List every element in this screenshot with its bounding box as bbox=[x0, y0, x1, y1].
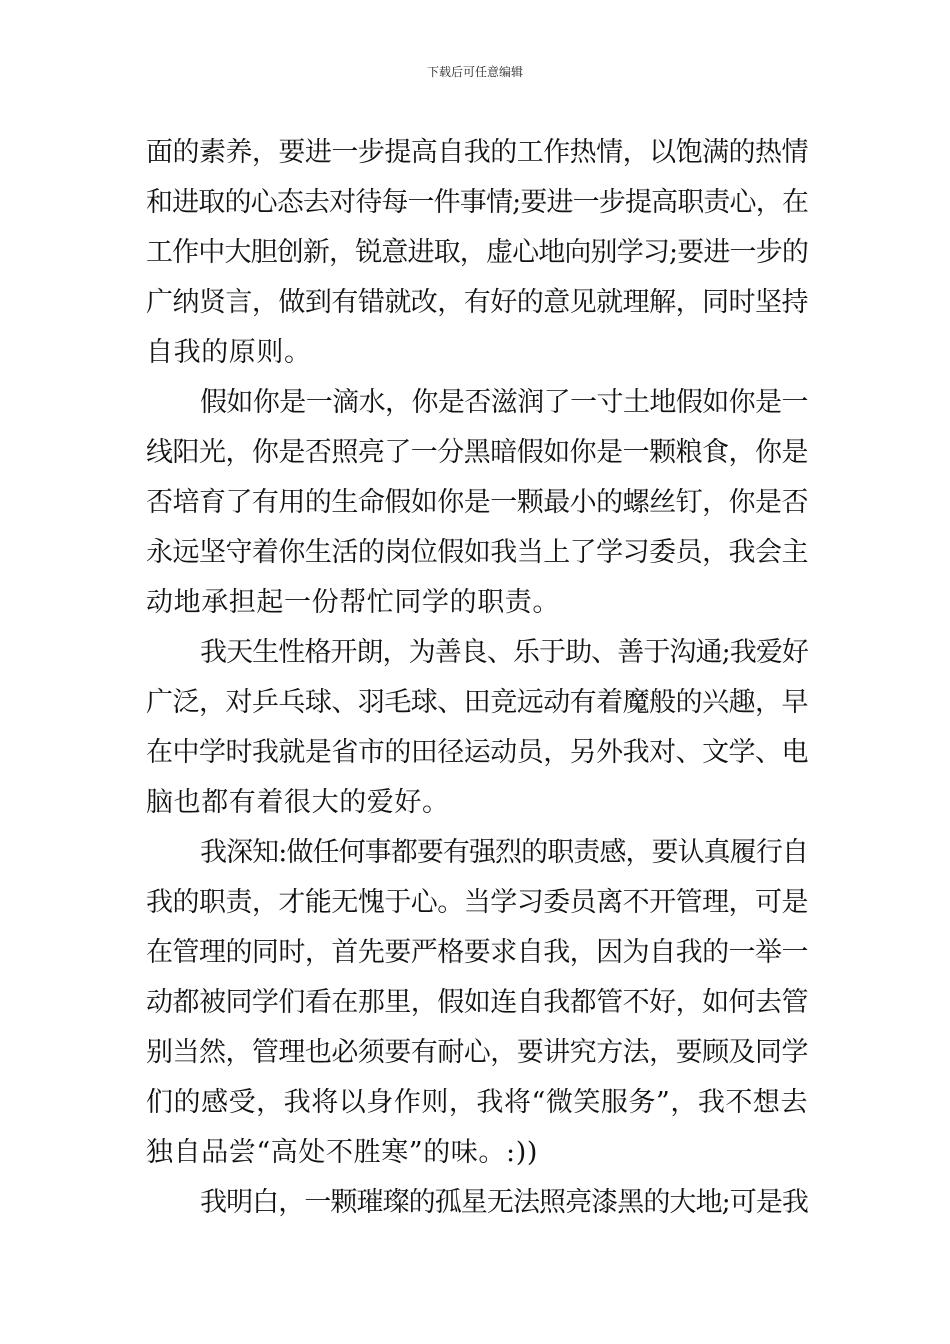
paragraph bbox=[146, 828, 808, 1178]
text-line: 在中学时我就是省市的田径运动员，另外我对、文学、电 bbox=[146, 737, 808, 768]
text-line: 独自品尝“高处不胜寒”的味。:)) bbox=[146, 1137, 538, 1168]
text-line: 在管理的同时，首先要严格要求自我，因为自我的一举一 bbox=[146, 937, 808, 968]
text-line: 广纳贤言，做到有错就改，有好的意见就理解，同时坚持 bbox=[146, 287, 808, 318]
page-header: 下载后可任意编辑 bbox=[426, 65, 523, 79]
text-line: 我的职责，才能无愧于心。当学习委员离不开管理，可是 bbox=[146, 887, 808, 918]
text-line: 脑也都有着很大的爱好。 bbox=[146, 787, 450, 818]
text-line: 广泛，对乒乓球、羽毛球、田竞远动有着魔般的兴趣，早 bbox=[146, 687, 808, 718]
text-line: 我明白，一颗璀璨的孤星无法照亮漆黑的大地;可是我 bbox=[200, 1187, 808, 1218]
text-line: 线阳光，你是否照亮了一分黑暗假如你是一颗粮食，你是 bbox=[146, 437, 808, 468]
text-line: 动都被同学们看在那里，假如连自我都管不好，如何去管 bbox=[146, 987, 808, 1018]
document-body bbox=[146, 128, 808, 1228]
text-line: 自我的原则。 bbox=[146, 337, 312, 368]
text-line: 别当然，管理也必须要有耐心，要讲究方法，要顾及同学 bbox=[146, 1037, 808, 1068]
text-line: 假如你是一滴水，你是否滋润了一寸土地假如你是一 bbox=[200, 387, 808, 418]
text-line: 我天生性格开朗，为善良、乐于助、善于沟通;我爱好 bbox=[200, 637, 808, 668]
text-line: 永远坚守着你生活的岗位假如我当上了学习委员，我会主 bbox=[146, 537, 808, 568]
text-line: 动地承担起一份帮忙同学的职责。 bbox=[146, 587, 560, 618]
paragraph bbox=[146, 378, 808, 628]
text-line: 和进取的心态去对待每一件事情;要进一步提高职责心，在 bbox=[146, 187, 808, 218]
paragraph bbox=[146, 1178, 808, 1228]
text-line: 工作中大胆创新，锐意进取，虚心地向别学习;要进一步的 bbox=[146, 237, 808, 268]
paragraph bbox=[146, 628, 808, 828]
text-line: 们的感受，我将以身作则，我将“微笑服务”，我不想去 bbox=[146, 1087, 808, 1118]
text-line: 否培育了有用的生命假如你是一颗最小的螺丝钉，你是否 bbox=[146, 487, 808, 518]
text-line: 我深知:做任何事都要有强烈的职责感，要认真履行自 bbox=[200, 837, 808, 868]
text-line: 面的素养，要进一步提高自我的工作热情，以饱满的热情 bbox=[146, 137, 808, 168]
paragraph bbox=[146, 128, 808, 378]
